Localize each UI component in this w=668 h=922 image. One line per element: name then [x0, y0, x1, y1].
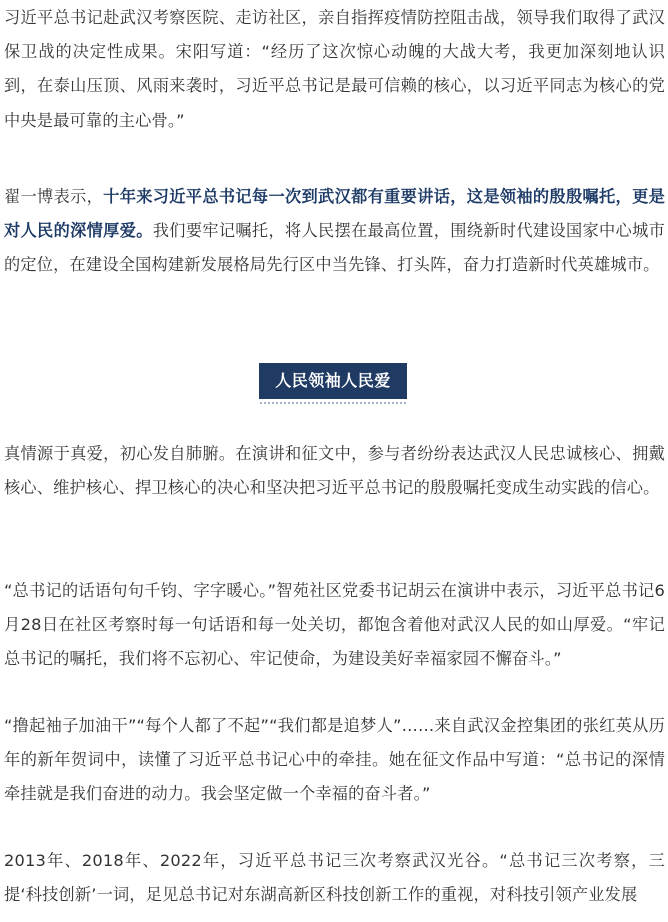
paragraph-2-rest: 我们要牢记嘱托，将人民摆在最高位置，围绕新时代建设国家中心城市的定位，在建设全国构建新发展格局先行区中当先锋、打头阵，奋力打造新时代英雄城市。 [4, 221, 665, 275]
paragraph-2 [4, 180, 665, 283]
paragraph-2-lead: 翟一博表示， [4, 187, 104, 206]
paragraph-4: “总书记的话语句句千钧、字字暖心。”智苑社区党委书记胡云在演讲中表示，习近平总书记6月28日在社区考察时每一句话语和每一处关切，都饱含着他对武汉人民的如山厚爱。“牢记总书记的嘱托，我们将不忘初心、牢记使命，为建设美好幸福家园不懈奋斗。” [4, 581, 665, 669]
paragraph-2-highlight: 十年来习近平总书记每一次到武汉都有重要讲话，这是领袖的殷殷嘱托，更是对人民的深情厚爱。 [4, 187, 665, 241]
section-title: 人民领袖人民爱 [259, 363, 407, 399]
paragraph-5: “撸起袖子加油干”“每个人都了不起”“我们都是追梦人”……来自武汉金控集团的张红英从历年的新年贺词中，读懂了习近平总书记心中的牵挂。她在征文作品中写道：“总书记的深情牵挂就是我们奋进的动力。我会坚定做一个幸福的奋斗者。” [4, 716, 665, 804]
paragraph-1: 习近平总书记赴武汉考察医院、走访社区，亲自指挥疫情防控阻击战，领导我们取得了武汉保卫战的决定性成果。宋阳写道：“经历了这次惊心动魄的大战大考，我更加深刻地认识到，在泰山压顶、风雨来袭时，习近平总书记是最可信赖的核心，以习近平同志为核心的党中央是最可靠的主心骨。” [4, 8, 665, 130]
section-title-dotted-underline [259, 401, 407, 405]
section-header [0, 363, 668, 405]
paragraph-3: 真情源于真爱，初心发自肺腑。在演讲和征文中，参与者纷纷表达武汉人民忠诚核心、拥戴核心、维护核心、捍卫核心的决心和坚决把习近平总书记的殷殷嘱托变成生动实践的信心。 [4, 444, 665, 498]
paragraph-6: 2013年、2018年、2022年，习近平总书记三次考察武汉光谷。“总书记三次考察，三提‘科技创新’一词，足见总书记对东湖高新区科技创新工作的重视，对科技引领产业发展 [4, 851, 665, 905]
